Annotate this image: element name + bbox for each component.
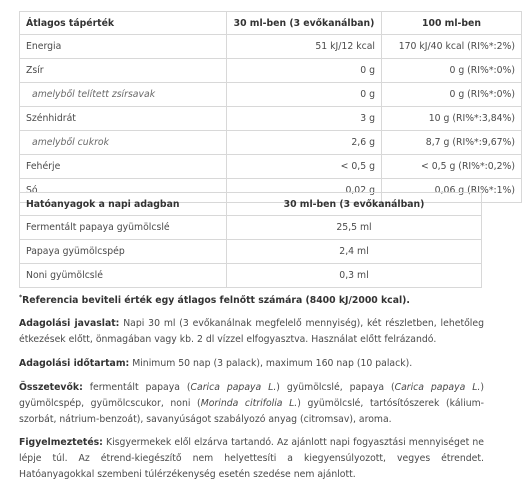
reference-intake-note bbox=[19, 294, 410, 306]
row-label-sub: amelyből cukrok bbox=[20, 131, 227, 155]
header-per-30ml: 30 ml-ben (3 evőkanálban) bbox=[227, 12, 382, 35]
row-label: Fehérje bbox=[20, 155, 227, 179]
row-value-100ml: 10 g (RI%*:3,84%) bbox=[382, 107, 522, 131]
row-value-30ml: 3 g bbox=[227, 107, 382, 131]
active-ingredients-table bbox=[19, 192, 482, 288]
ingredients-text-4: ) gyümölcslé, tartósítószerek (kálium-szorbát, nátrium-benzoát), savanyúságot szabályozó anyag (citromsav), aroma. bbox=[19, 398, 485, 425]
duration-text: Minimum 50 nap (3 palack), maximum 160 nap (10 palack). bbox=[129, 358, 413, 369]
row-label: Szénhidrát bbox=[20, 107, 227, 131]
row-label: Zsír bbox=[20, 59, 227, 83]
nutrition-table-header bbox=[20, 12, 522, 35]
row-value-100ml: < 0,5 g (RI%*:0,2%) bbox=[382, 155, 522, 179]
row-value-30ml: 0,02 g bbox=[227, 179, 382, 203]
header-nutrient: Átlagos tápérték bbox=[20, 12, 227, 35]
ingredients-paragraph bbox=[19, 380, 484, 428]
dosage-label: Adagolási javaslat: bbox=[19, 318, 120, 329]
ingredients-text-2: ) gyümölcslé, papaya ( bbox=[276, 382, 395, 393]
table-row bbox=[20, 35, 522, 59]
row-value-100ml: 0 g (RI%*:0%) bbox=[382, 59, 522, 83]
header-ingredient: Hatóanyagok a napi adagban bbox=[20, 193, 227, 216]
row-label: Energia bbox=[20, 35, 227, 59]
duration-label: Adagolási időtartam: bbox=[19, 358, 130, 369]
header-per-100ml: 100 ml-ben bbox=[382, 12, 522, 35]
dosage-paragraph bbox=[19, 316, 484, 348]
row-value: 25,5 ml bbox=[227, 216, 482, 240]
ingredients-latin-1: Carica papaya L. bbox=[190, 382, 277, 393]
row-value-30ml: 2,6 g bbox=[227, 131, 382, 155]
ingredients-text-3: ) gyümölcspép, gyümölcscukor, noni ( bbox=[19, 382, 485, 409]
row-value-30ml: 0 g bbox=[227, 83, 382, 107]
warning-text: Kisgyermekek elől elzárva tartandó. Az ajánlott napi fogyasztási mennyiséget ne lépje túl. Az étrend-kiegészítő nem helyettesíti a kiegyensúlyozott, vegyes étrendet. Hatóanyagokkal szembeni túlérzékenység esetén szedése nem ajánlott. bbox=[19, 437, 484, 480]
table-row bbox=[20, 107, 522, 131]
table-row bbox=[20, 216, 482, 240]
note-marker: * bbox=[19, 294, 23, 301]
row-value-30ml: < 0,5 g bbox=[227, 155, 382, 179]
row-label: Papaya gyümölcspép bbox=[20, 240, 227, 264]
warning-paragraph bbox=[19, 435, 484, 483]
ingredients-latin-2: Carica papaya L. bbox=[394, 382, 481, 393]
table-row bbox=[20, 131, 522, 155]
ingredients-label: Összetevők: bbox=[19, 382, 83, 393]
header-amount: 30 ml-ben (3 evőkanálban) bbox=[227, 193, 482, 216]
row-value-30ml: 0 g bbox=[227, 59, 382, 83]
row-value: 0,3 ml bbox=[227, 264, 482, 288]
duration-paragraph bbox=[19, 356, 484, 372]
row-value-30ml: 51 kJ/12 kcal bbox=[227, 35, 382, 59]
nutrition-table bbox=[19, 11, 522, 203]
row-label-sub: amelyből telített zsírsavak bbox=[20, 83, 227, 107]
ingredients-text-1: fermentált papaya ( bbox=[82, 382, 191, 393]
table-row bbox=[20, 83, 522, 107]
warning-label: Figyelmeztetés: bbox=[19, 437, 103, 448]
note-text: Referencia beviteli érték egy átlagos felnőtt számára (8400 kJ/2000 kcal). bbox=[22, 295, 410, 307]
row-value-100ml: 0 g (RI%*:0%) bbox=[382, 83, 522, 107]
table-row bbox=[20, 155, 522, 179]
row-label: Noni gyümölcslé bbox=[20, 264, 227, 288]
ingredients-latin-3: Morinda citrifolia L. bbox=[200, 398, 298, 409]
table-row bbox=[20, 59, 522, 83]
row-value-100ml: 0,06 g (RI%*:1%) bbox=[382, 179, 522, 203]
table-row bbox=[20, 240, 482, 264]
row-value-100ml: 8,7 g (RI%*:9,67%) bbox=[382, 131, 522, 155]
table-row bbox=[20, 264, 482, 288]
dosage-text: Napi 30 ml (3 evőkanálnak megfelelő mennyiség), két részletben, lehetőleg étkezések előtt, önmagában vagy kb. 2 dl vízzel elfogyasztva. Használat előtt felrázandó. bbox=[19, 318, 484, 345]
active-ingredients-header bbox=[20, 193, 482, 216]
row-value: 2,4 ml bbox=[227, 240, 482, 264]
row-label: Fermentált papaya gyümölcslé bbox=[20, 216, 227, 240]
row-label: Só bbox=[20, 179, 227, 203]
row-value-100ml: 170 kJ/40 kcal (RI%*:2%) bbox=[382, 35, 522, 59]
